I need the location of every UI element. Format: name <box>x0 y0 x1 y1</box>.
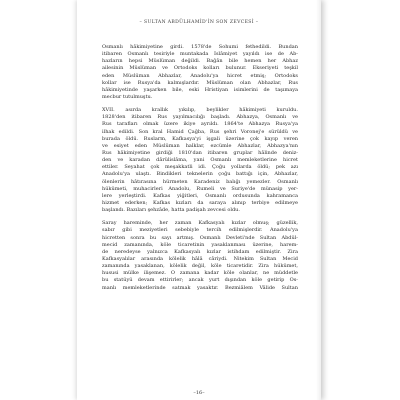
text-line: hazların hepsi Müslüman değildi. Bağân bile hemen her Abhaz <box>102 58 298 65</box>
page-number: –16– <box>193 390 205 396</box>
text-line: Anadolu'ya ulaştı. Bindikleri teknelerin çoğu battığı için, Abhazlar, <box>102 171 298 178</box>
text-line: hâkimiyetinde yaşarken bile, eski Hristiyan isimlerini de taşımaya <box>102 86 298 93</box>
text-line: burada öldü. Ruslarm, Kafkasya'yi işgali üzerine çok kayıp veren <box>102 135 298 142</box>
text-line: kollar ise Rusya'da kalmışlardır. Müslüman olan Abhazlar, Rus <box>102 79 298 86</box>
body-text <box>102 44 298 298</box>
text-line: Osmanlı hâkimiyetine girdi. 1578'de Sohumi fethedildi. Bundan <box>102 44 298 50</box>
text-line: ailesinin Müslüman ve Ortodoks kolları bulunur. Ekseriyeti teşkil <box>102 65 298 72</box>
text-line: Rus hâkimiyetine girdiği 1810'dan itibaren gruplar hâlinde deniz- <box>102 149 298 156</box>
text-line: mecbur tutulmuştu. <box>102 93 153 100</box>
text-line: başlandı. Bazıları şehzâde, hatta padişah zevcesi oldu. <box>102 207 240 214</box>
text-line: mecid zamanında, köle ticaretinin yasaklanması üzerine, harem- <box>102 241 298 248</box>
text-line: hicretten sonra bu sayı artmış. Osmanlı Devleti'nde Sultan Abdül- <box>102 234 298 241</box>
text-line: ve esiyet eden Müslüman halklar, ezcümle Abhazlar, Abhazya'nın <box>102 142 298 149</box>
text-line: 1828'den itibaren Rus yayılmacılığı başladı. Abhazya, Osmanlı ve <box>102 114 298 121</box>
text-line: hizmet ederken; Kafkas kızları da saraya alınıp terbiye edilmeye <box>102 199 298 206</box>
text-line: Rus tarafları olmak üzere ikiye ayrıldı. 1864'te Abhazya Rusya'ya <box>102 121 298 128</box>
text-line: de neredeyse yalnızca Kafkasyalı kızlar istihdam edilmiştir. Zira <box>102 248 298 255</box>
running-head: – SULTAN ABDÜLHAMİD'İN SON ZEVCESİ – <box>139 20 259 25</box>
text-line: hususi mülke ilişemez. O zamana kadar köle olanlar, ne müddetle <box>102 270 298 277</box>
text-line: bu statüyü devam ettirirler; ancak yurt dışından köle getirip Os- <box>102 277 298 284</box>
text-line: ölenlerin hâtırasına hürmeten Karadeniz balığı yemezler. Osmanlı <box>102 178 298 185</box>
text-line: eden Müslüman Abhazlar, Anadolu'ya hicret etmiş; Ortodoks <box>102 72 298 79</box>
text-line: zamanında yasaklanan, kölelik değil, köle ticaretidir. Zira hükümet, <box>102 263 298 270</box>
text-line: itibaren Osmanlı tesiriyle muntakada İslâmiyet yayıldı ise de Ab- <box>102 51 298 58</box>
text-line: sabır gibi meziyetleri sebebiyle tercih edilmişlerdir. Anadolu'ya <box>102 227 298 234</box>
paragraph-3 <box>102 220 298 291</box>
paragraph-2 <box>102 107 298 214</box>
text-line: Saray hareminde, her zaman Kafkasyalı kızlar olmuş; güzellik, <box>102 220 298 227</box>
text-line: hükümeti, muhacirleri Anadolu, Rumeli ve Suriye'de münasip yer- <box>102 185 298 192</box>
text-line: XVII. asırda krallık yıkılıp, beylikler hâkimiyeti kuruldu. <box>102 107 298 114</box>
paragraph-1 <box>102 44 298 101</box>
text-line: ettiler. Seyahat çok meşakkatli idi. Çoğu yollarda öldü; pek azı <box>102 164 298 171</box>
text-line: manlı memleketlerinde satmak yasaktır. Bezmiâlem Vâlide Sultan <box>102 284 298 291</box>
text-line: ilhak edildi. Son kral Hamid Çağba, Rus şehri Voronej'e sürüldü ve <box>102 128 298 135</box>
text-line: Kafkasyalılar arasında kölelik hâlâ câriydi. Nitekim Sultan Mecid <box>102 255 298 262</box>
book-page <box>77 0 321 400</box>
text-line: den ve karadan dârülislâma, yani Osmanlı memleketlerine hicret <box>102 157 298 164</box>
text-line: lere yerleştirdi. Kafkas yiğitleri, Osmanlı ordusunda kahramanca <box>102 192 298 199</box>
